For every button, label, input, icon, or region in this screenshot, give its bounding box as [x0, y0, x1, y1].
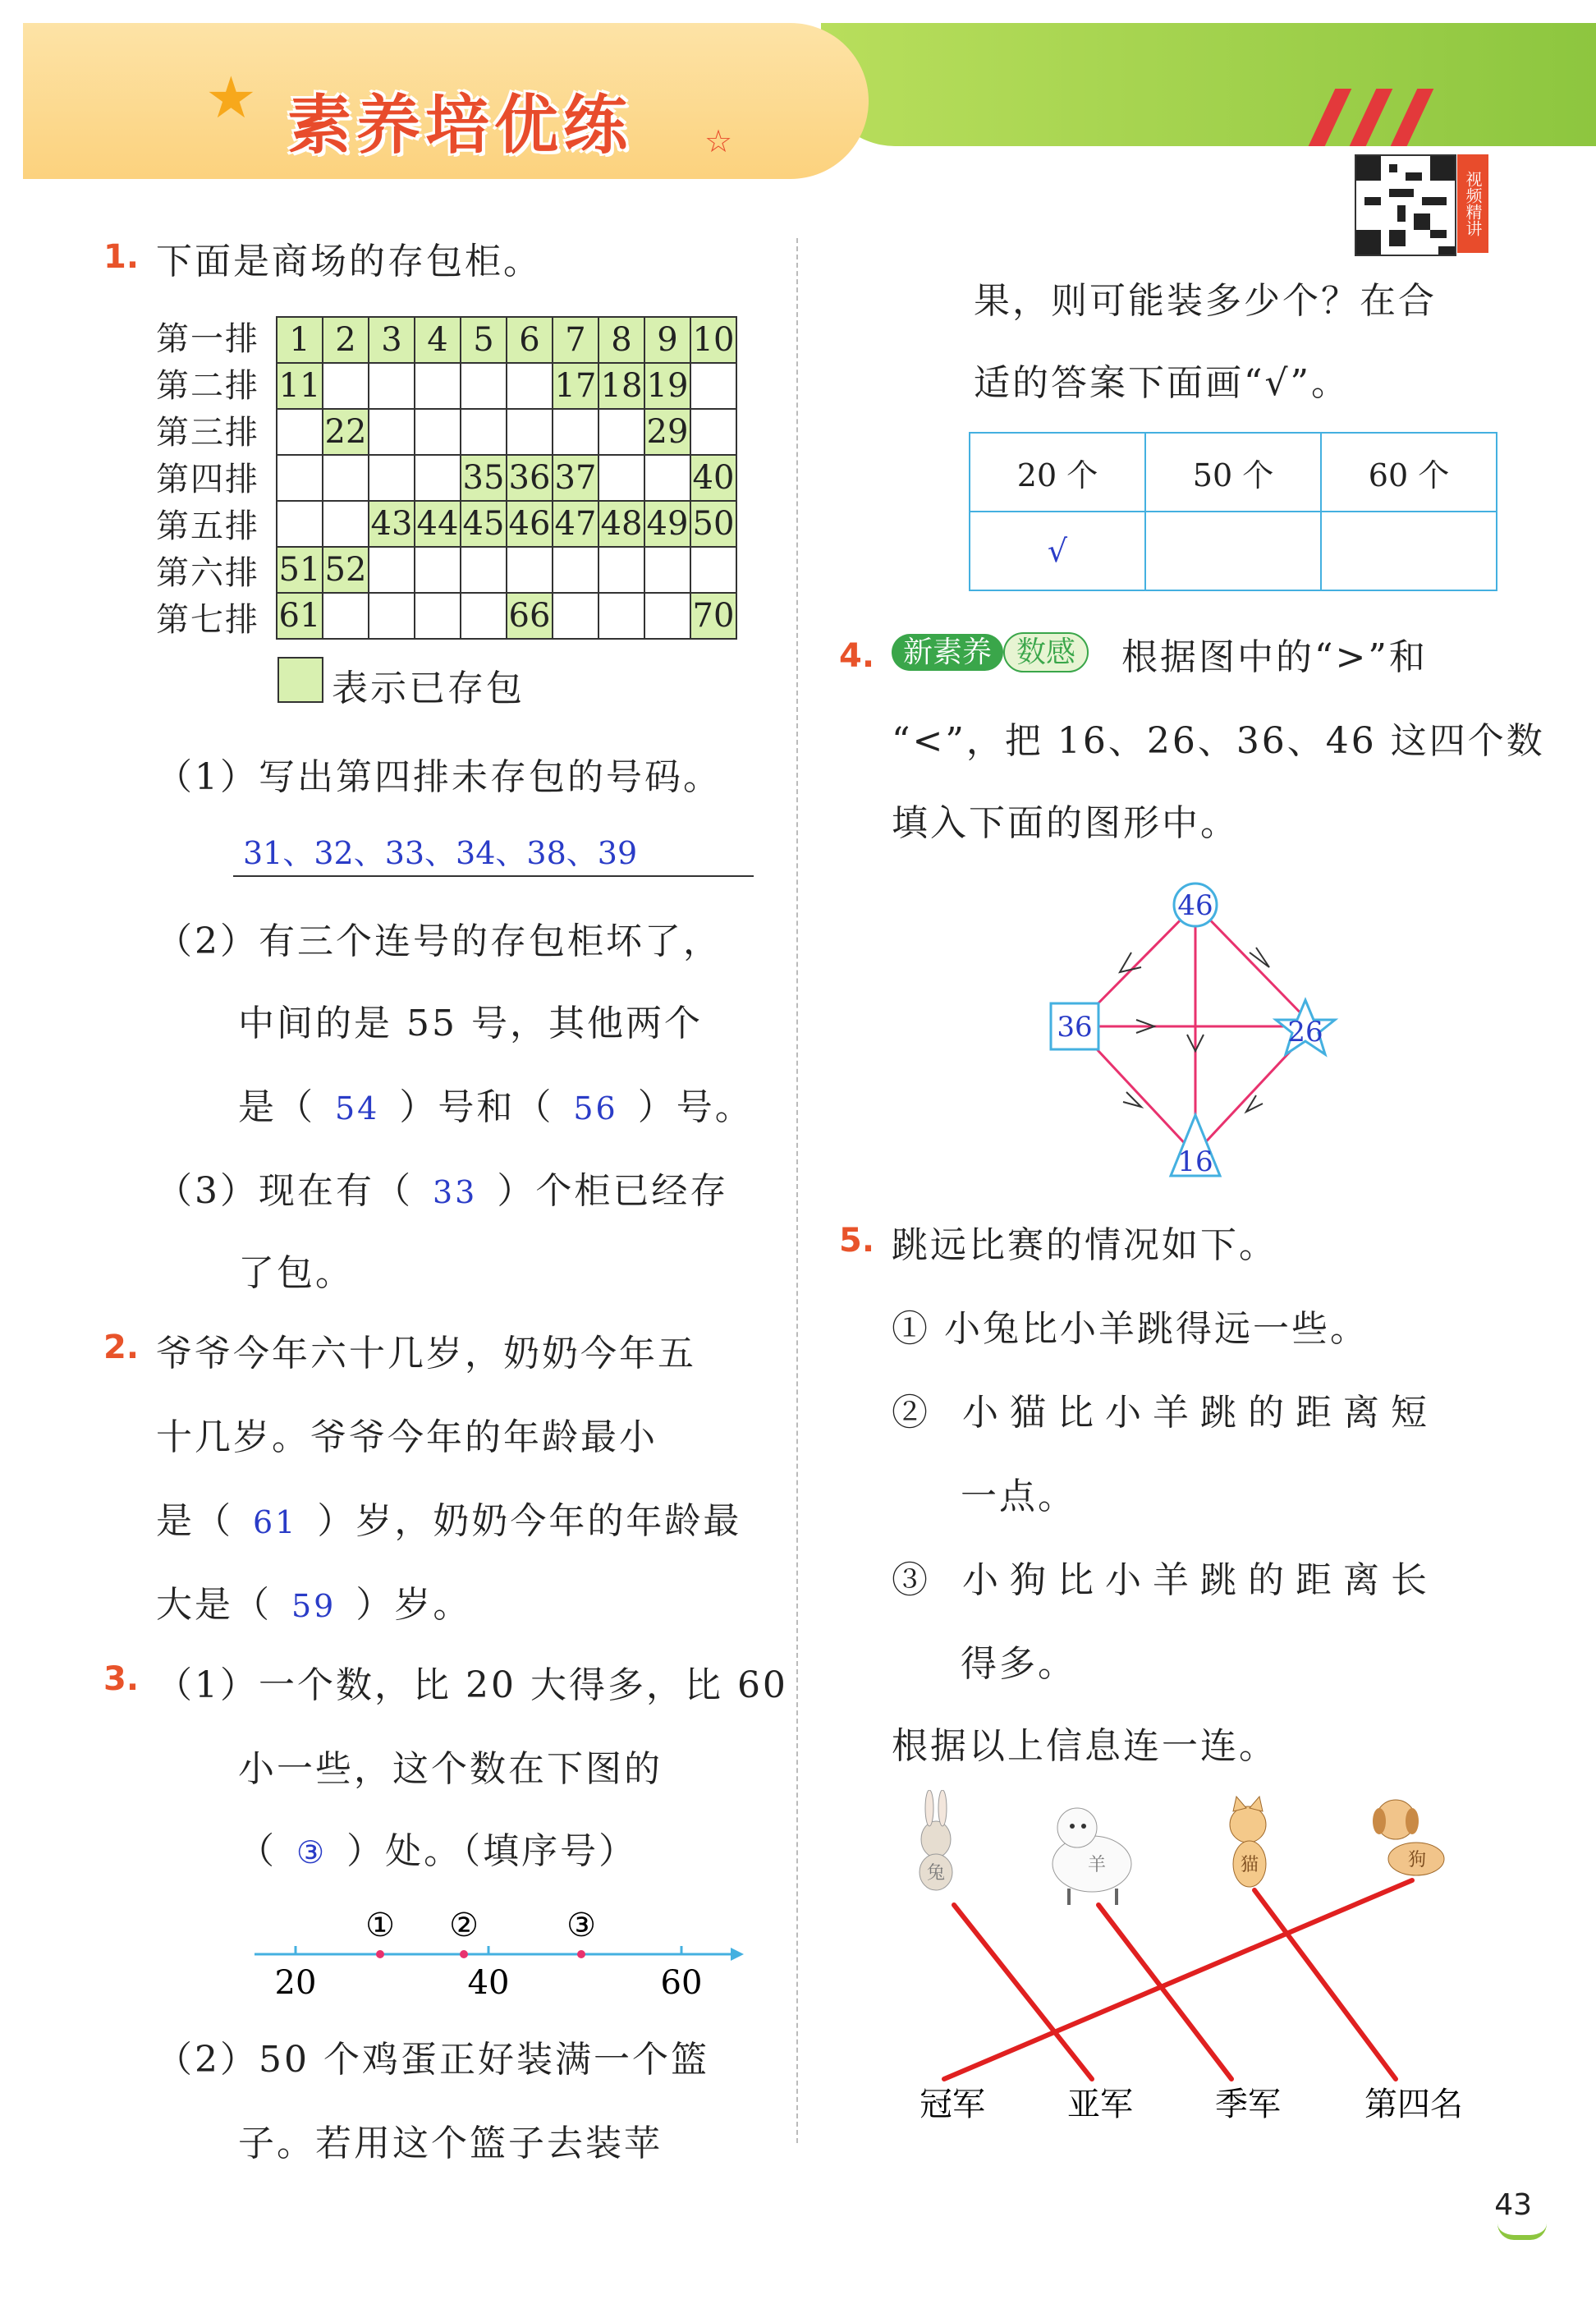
locker-cell	[323, 363, 369, 409]
check-cell[interactable]: √	[970, 512, 1145, 590]
q2-line2: 十几岁。爷爷今年的年龄最小	[156, 1416, 658, 1458]
locker-cell: 8	[598, 317, 644, 363]
locker-row	[277, 501, 736, 547]
section-title: 素养培优练	[287, 89, 633, 163]
text: ）号。	[637, 1086, 754, 1128]
check-cell[interactable]	[1145, 512, 1321, 590]
q3-number: 3.	[103, 1660, 140, 1698]
locker-cell	[369, 547, 415, 593]
locker-cell: 4	[415, 317, 461, 363]
q5-clue3-cont: 得多。	[961, 1643, 1076, 1685]
legend-text: 表示已存包	[332, 668, 525, 709]
tick-label: 40	[467, 1964, 510, 2002]
answer: 61	[253, 1504, 298, 1540]
locker-cell	[323, 501, 369, 547]
answer-line	[233, 875, 754, 877]
q1-sub2-line2: 中间的是 55 号，其他两个	[238, 1003, 703, 1044]
q3-part2-line2: 子。若用这个篮子去装苹	[238, 2123, 663, 2164]
q5-clue2: ② 小猫比小羊跳的距离短	[892, 1392, 1438, 1434]
q5-text: 跳远比赛的情况如下。	[892, 1224, 1277, 1266]
number-sense-badge: 数感	[1003, 632, 1089, 672]
text: （3）现在有（	[156, 1170, 413, 1212]
text: ）个柜已经存	[497, 1170, 729, 1212]
locker-cell	[461, 409, 507, 455]
star-icon: ★	[205, 64, 257, 131]
locker-cell	[415, 547, 461, 593]
locker-cell	[369, 455, 415, 501]
text: 是（	[156, 1500, 233, 1542]
locker-cell: 9	[644, 317, 690, 363]
point-3	[577, 1950, 585, 1958]
row-label: 第七排	[156, 601, 259, 639]
locker-row	[277, 547, 736, 593]
locker-cell	[277, 455, 323, 501]
answer: 54	[335, 1090, 380, 1127]
locker-cell	[598, 593, 644, 639]
q4-number: 4.	[839, 637, 875, 675]
row-label: 第六排	[156, 554, 259, 592]
q3-part2-line3: 果，则可能装多少个？在合	[974, 280, 1437, 322]
locker-cell: 52	[323, 547, 369, 593]
text: 是（	[238, 1086, 315, 1128]
answer: 56	[573, 1090, 618, 1127]
locker-cell	[369, 409, 415, 455]
animal-label: 狗	[1407, 1850, 1427, 1870]
locker-cell	[507, 409, 553, 455]
q5-number: 5.	[839, 1222, 875, 1260]
animal-label: 猫	[1240, 1855, 1259, 1875]
locker-cell: 48	[598, 501, 644, 547]
place-label: 第四名	[1364, 2086, 1463, 2123]
q3-part2-line1: （2）50 个鸡蛋正好装满一个篮	[156, 2039, 709, 2081]
locker-cell	[644, 455, 690, 501]
option-table	[969, 432, 1497, 591]
locker-cell: 66	[507, 593, 553, 639]
locker-cell: 1	[277, 317, 323, 363]
q4-line1: 根据图中的“>”和	[1121, 636, 1428, 678]
arrow-icon	[731, 1948, 744, 1961]
locker-cell: 29	[644, 409, 690, 455]
point-2	[460, 1950, 468, 1958]
place-label: 冠军	[920, 2086, 985, 2123]
small-star-icon: ☆	[704, 123, 733, 159]
locker-cell: 11	[277, 363, 323, 409]
number-line	[246, 1897, 755, 2003]
option-cell: 60 个	[1321, 433, 1497, 512]
locker-cell: 6	[507, 317, 553, 363]
shape-diagram	[1034, 870, 1363, 1191]
new-literacy-badge: 新素养	[892, 634, 1003, 671]
text: （	[238, 1830, 277, 1872]
mark-2: ②	[449, 1907, 479, 1944]
locker-row	[277, 455, 736, 501]
q1-sub1-answer: 31、32、33、34、38、39	[243, 835, 638, 871]
page-swoosh	[1497, 2224, 1547, 2240]
locker-cell	[690, 409, 736, 455]
locker-cell	[461, 547, 507, 593]
q1-sub1: （1）写出第四排未存包的号码。	[156, 756, 722, 798]
star-value: 26	[1287, 1016, 1323, 1049]
locker-cell: 70	[690, 593, 736, 639]
legend-swatch	[277, 657, 323, 703]
match-line-rabbit	[954, 1905, 1092, 2079]
locker-cell: 51	[277, 547, 323, 593]
locker-cell	[553, 409, 598, 455]
mark-1: ①	[365, 1907, 395, 1944]
answer: ③	[296, 1834, 328, 1870]
row-label: 第一排	[156, 320, 259, 358]
qr-code[interactable]	[1355, 154, 1456, 256]
locker-cell: 50	[690, 501, 736, 547]
text: ）处。（填序号）	[346, 1830, 638, 1872]
locker-cell	[461, 593, 507, 639]
q5-instruction: 根据以上信息连一连。	[892, 1725, 1277, 1767]
locker-cell	[690, 363, 736, 409]
q3-line2: 小一些，这个数在下图的	[238, 1748, 663, 1790]
locker-cell	[598, 547, 644, 593]
locker-row	[277, 409, 736, 455]
place-label: 季军	[1215, 2086, 1281, 2123]
q1-row-labels	[156, 316, 259, 644]
animal-label: 兔	[926, 1863, 946, 1884]
locker-cell: 19	[644, 363, 690, 409]
locker-cell: 45	[461, 501, 507, 547]
locker-cell	[415, 409, 461, 455]
locker-cell: 35	[461, 455, 507, 501]
locker-cell: 44	[415, 501, 461, 547]
text: 大是（	[156, 1584, 272, 1626]
locker-cell	[415, 363, 461, 409]
sheep-icon	[1053, 1808, 1131, 1905]
option-cell: 20 个	[970, 433, 1145, 512]
locker-cell	[644, 593, 690, 639]
dog-icon	[1373, 1800, 1444, 1875]
locker-cell	[323, 455, 369, 501]
locker-cell	[598, 455, 644, 501]
locker-cell	[461, 363, 507, 409]
text: ）岁。	[355, 1584, 472, 1626]
locker-cell	[415, 455, 461, 501]
page-number: 43	[1494, 2188, 1532, 2222]
q2-line1: 爷爷今年六十几岁，奶奶今年五	[156, 1333, 696, 1375]
locker-cell	[644, 547, 690, 593]
locker-cell: 43	[369, 501, 415, 547]
locker-cell: 40	[690, 455, 736, 501]
q4-line2: “<”，把 16、26、36、46 这四个数	[892, 720, 1545, 762]
locker-cell: 47	[553, 501, 598, 547]
locker-cell: 3	[369, 317, 415, 363]
row-label: 第二排	[156, 367, 259, 405]
locker-cell	[598, 409, 644, 455]
column-divider	[796, 238, 798, 2143]
locker-cell	[415, 593, 461, 639]
row-label: 第四排	[156, 461, 259, 498]
locker-row	[277, 363, 736, 409]
qr-label: 视频精讲	[1457, 154, 1488, 253]
option-cell: 50 个	[1145, 433, 1321, 512]
locker-row	[277, 593, 736, 639]
match-line-sheep	[1098, 1905, 1231, 2079]
locker-cell: 7	[553, 317, 598, 363]
q5-clue2-cont: 一点。	[961, 1476, 1076, 1517]
answer: 33	[433, 1174, 478, 1210]
locker-cell: 2	[323, 317, 369, 363]
text: ）号和（	[399, 1086, 554, 1128]
locker-cell: 17	[553, 363, 598, 409]
locker-cell	[369, 593, 415, 639]
place-label: 亚军	[1067, 2086, 1133, 2123]
q1-sub3-line2: 了包。	[238, 1252, 354, 1294]
q5-clue1: ① 小兔比小羊跳得远一些。	[892, 1308, 1369, 1350]
locker-cell	[277, 501, 323, 547]
locker-cell: 36	[507, 455, 553, 501]
locker-cell: 46	[507, 501, 553, 547]
mark-3: ③	[566, 1907, 596, 1944]
cat-icon	[1230, 1797, 1266, 1887]
q3-line1: （1）一个数，比 20 大得多，比 60	[156, 1664, 788, 1706]
matching-diagram	[895, 1790, 1502, 2143]
q1-number: 1.	[103, 238, 140, 276]
q3-part2-line4: 适的答案下面画“√”。	[974, 362, 1351, 404]
q5-clue3: ③ 小狗比小羊跳的距离长	[892, 1559, 1438, 1601]
header-banner-right	[821, 23, 1596, 146]
locker-cell	[323, 593, 369, 639]
locker-cell	[507, 547, 553, 593]
rabbit-icon	[920, 1790, 952, 1890]
circle-value: 46	[1177, 889, 1213, 922]
locker-cell	[690, 547, 736, 593]
locker-cell: 5	[461, 317, 507, 363]
tick-label: 20	[274, 1964, 317, 2002]
locker-cell: 61	[277, 593, 323, 639]
check-cell[interactable]	[1321, 512, 1497, 590]
q1-sub2-line1: （2）有三个连号的存包柜坏了，	[156, 920, 722, 962]
animal-label: 羊	[1087, 1855, 1107, 1875]
text: ）岁，奶奶今年的年龄最	[317, 1500, 742, 1542]
square-value: 36	[1057, 1011, 1093, 1044]
row-label: 第五排	[156, 507, 259, 545]
locker-cell	[553, 593, 598, 639]
tick-label: 60	[660, 1964, 703, 2002]
locker-cell: 18	[598, 363, 644, 409]
locker-cell: 37	[553, 455, 598, 501]
locker-cell: 49	[644, 501, 690, 547]
locker-cell	[277, 409, 323, 455]
answer: 59	[291, 1588, 337, 1624]
triangle-value: 16	[1177, 1145, 1213, 1178]
row-label: 第三排	[156, 414, 259, 452]
locker-cell	[507, 363, 553, 409]
locker-cell	[369, 363, 415, 409]
locker-cell: 10	[690, 317, 736, 363]
q4-line3: 填入下面的图形中。	[892, 802, 1239, 844]
q1-text: 下面是商场的存包柜。	[156, 241, 542, 282]
locker-cell: 22	[323, 409, 369, 455]
locker-row	[277, 317, 736, 363]
point-1	[376, 1950, 384, 1958]
locker-grid	[276, 316, 737, 640]
locker-cell	[553, 547, 598, 593]
q2-number: 2.	[103, 1329, 140, 1366]
